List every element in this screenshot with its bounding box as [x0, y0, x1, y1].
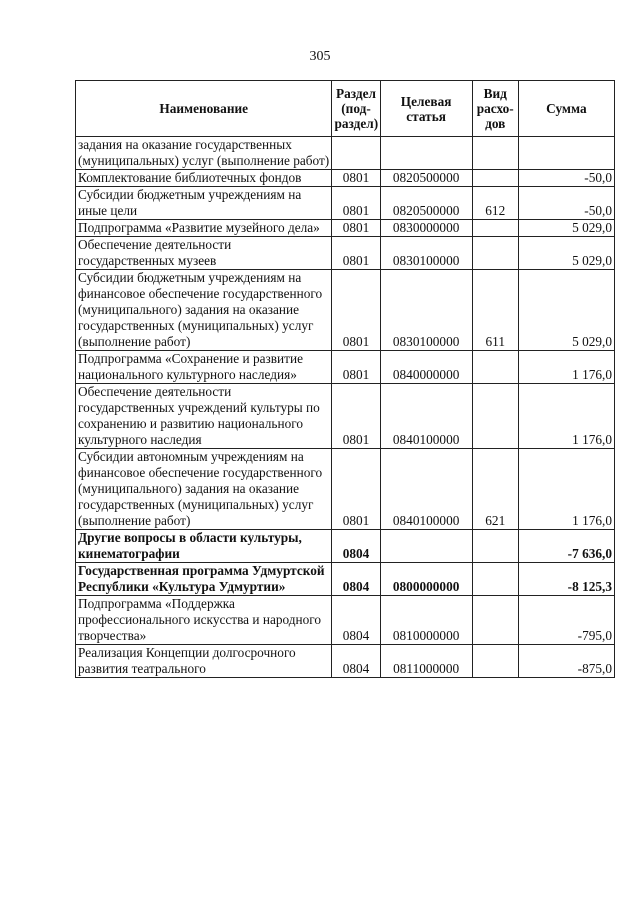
- page-number: 305: [309, 49, 331, 64]
- cell-sum: -50,0: [518, 187, 614, 220]
- cell-section: 0801: [332, 170, 380, 187]
- header-expense: Вид расхо-дов: [472, 81, 518, 137]
- cell-target: [380, 137, 472, 170]
- cell-name: Государственная программа Удмуртской Республики «Культура Удмуртии»: [76, 563, 332, 596]
- header-name: Наименование: [76, 81, 332, 137]
- cell-target: 0811000000: [380, 645, 472, 678]
- cell-sum: [518, 137, 614, 170]
- budget-table: [75, 80, 615, 678]
- cell-name: задания на оказание государственных (муниципальных) услуг (выполнение работ): [76, 137, 332, 170]
- cell-section: 0804: [332, 645, 380, 678]
- cell-expense: 612: [472, 187, 518, 220]
- table-row: [76, 596, 615, 645]
- cell-section: 0801: [332, 220, 380, 237]
- table-row: [76, 220, 615, 237]
- cell-expense: [472, 220, 518, 237]
- cell-sum: -795,0: [518, 596, 614, 645]
- cell-expense: [472, 563, 518, 596]
- cell-target: 0800000000: [380, 563, 472, 596]
- cell-sum: 5 029,0: [518, 270, 614, 351]
- table-row: [76, 270, 615, 351]
- table-row: [76, 170, 615, 187]
- cell-target: 0840100000: [380, 449, 472, 530]
- cell-expense: [472, 237, 518, 270]
- cell-name: Субсидии бюджетным учреждениям на иные цели: [76, 187, 332, 220]
- cell-sum: 5 029,0: [518, 220, 614, 237]
- cell-name: Обеспечение деятельности государственных учреждений культуры по сохранению и развитию национального культурного наследия: [76, 384, 332, 449]
- cell-section: 0804: [332, 530, 380, 563]
- cell-expense: [472, 530, 518, 563]
- cell-expense: [472, 170, 518, 187]
- cell-sum: 5 029,0: [518, 237, 614, 270]
- table-row: [76, 530, 615, 563]
- cell-sum: 1 176,0: [518, 351, 614, 384]
- cell-target: 0840100000: [380, 384, 472, 449]
- table-row: [76, 187, 615, 220]
- cell-section: 0804: [332, 596, 380, 645]
- cell-target: [380, 530, 472, 563]
- cell-expense: [472, 645, 518, 678]
- table-row: [76, 351, 615, 384]
- cell-name: Другие вопросы в области культуры, кинематографии: [76, 530, 332, 563]
- header-sum: Сумма: [518, 81, 614, 137]
- table-row: [76, 384, 615, 449]
- cell-sum: 1 176,0: [518, 449, 614, 530]
- cell-sum: 1 176,0: [518, 384, 614, 449]
- cell-expense: [472, 596, 518, 645]
- table-row: [76, 563, 615, 596]
- cell-sum: -50,0: [518, 170, 614, 187]
- cell-target: 0820500000: [380, 187, 472, 220]
- cell-name: Реализация Концепции долгосрочного развития театрального: [76, 645, 332, 678]
- cell-sum: -8 125,3: [518, 563, 614, 596]
- table-row: [76, 645, 615, 678]
- cell-name: Комплектование библиотечных фондов: [76, 170, 332, 187]
- cell-target: 0820500000: [380, 170, 472, 187]
- cell-section: 0801: [332, 237, 380, 270]
- cell-expense: [472, 351, 518, 384]
- cell-section: 0801: [332, 384, 380, 449]
- cell-name: Подпрограмма «Поддержка профессионального искусства и народного творчества»: [76, 596, 332, 645]
- cell-target: 0830000000: [380, 220, 472, 237]
- header-section: Раздел (под-раздел): [332, 81, 380, 137]
- cell-section: 0804: [332, 563, 380, 596]
- cell-name: Обеспечение деятельности государственных музеев: [76, 237, 332, 270]
- header-target: Целевая статья: [380, 81, 472, 137]
- cell-section: 0801: [332, 270, 380, 351]
- cell-expense: 621: [472, 449, 518, 530]
- cell-name: Субсидии автономным учреждениям на финансовое обеспечение государственного (муниципального) задания на оказание государственных (муниципальных) услуг (выполнение работ): [76, 449, 332, 530]
- cell-expense: 611: [472, 270, 518, 351]
- cell-target: 0830100000: [380, 270, 472, 351]
- cell-sum: -7 636,0: [518, 530, 614, 563]
- cell-section: [332, 137, 380, 170]
- cell-sum: -875,0: [518, 645, 614, 678]
- cell-expense: [472, 384, 518, 449]
- cell-expense: [472, 137, 518, 170]
- table-row: [76, 237, 615, 270]
- cell-name: Подпрограмма «Развитие музейного дела»: [76, 220, 332, 237]
- cell-target: 0830100000: [380, 237, 472, 270]
- cell-target: 0840000000: [380, 351, 472, 384]
- cell-name: Субсидии бюджетным учреждениям на финансовое обеспечение государственного (муниципального) задания на оказание государственных (муниципальных) услуг (выполнение работ): [76, 270, 332, 351]
- cell-section: 0801: [332, 351, 380, 384]
- cell-section: 0801: [332, 187, 380, 220]
- cell-section: 0801: [332, 449, 380, 530]
- table-body: [76, 137, 615, 678]
- table-row: [76, 449, 615, 530]
- cell-name: Подпрограмма «Сохранение и развитие национального культурного наследия»: [76, 351, 332, 384]
- cell-target: 0810000000: [380, 596, 472, 645]
- table-row: [76, 137, 615, 170]
- table-header-row: [76, 81, 615, 137]
